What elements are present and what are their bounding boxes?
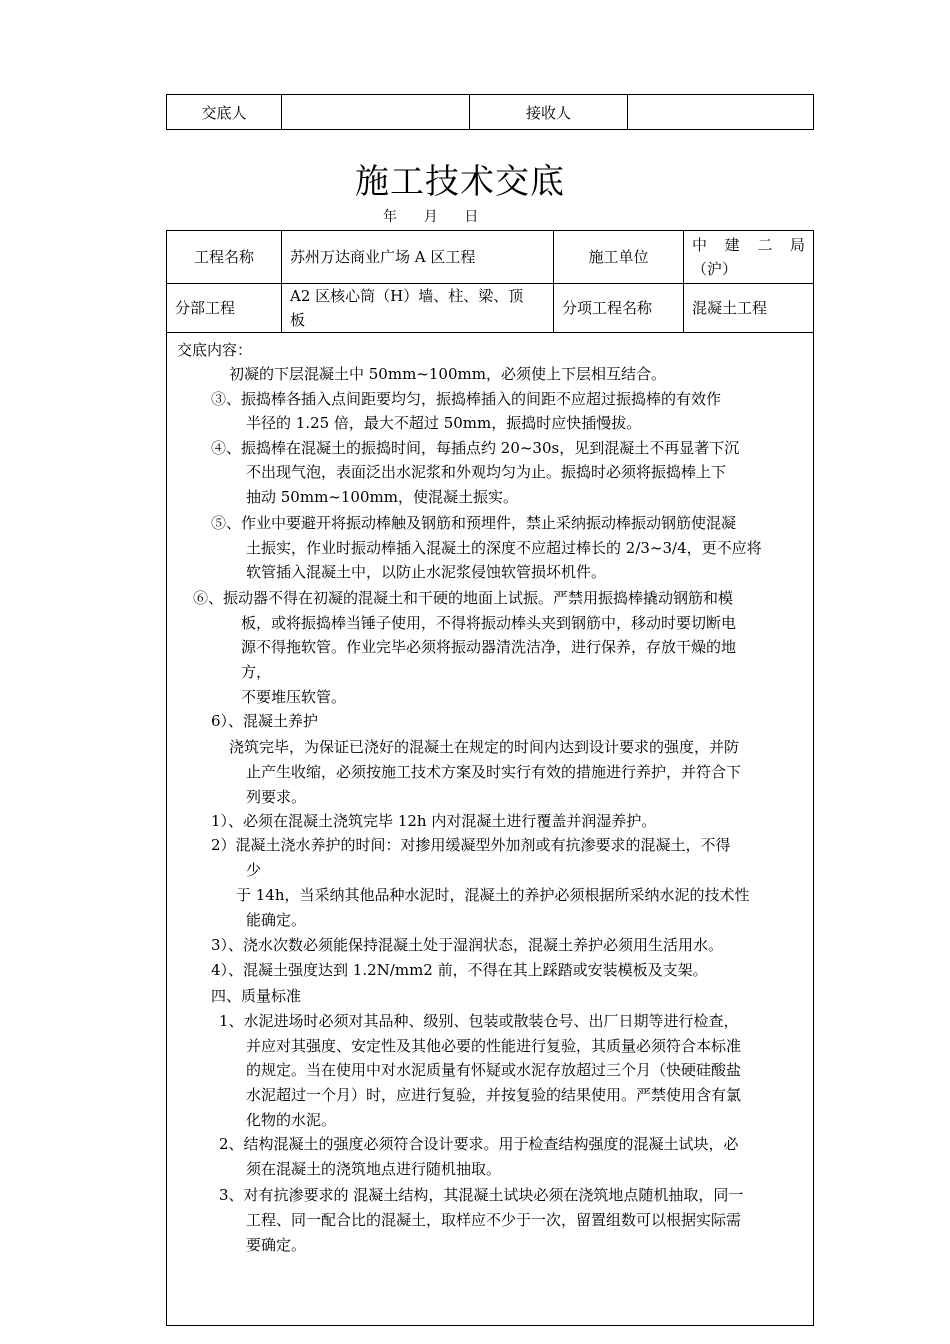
- content-line: ⑥、振动器不得在初凝的混凝土和干硬的地面上试振。严禁用振捣棒撬动钢筋和模: [193, 589, 734, 607]
- content-heading: 交底内容：: [177, 341, 253, 359]
- handover-person-label: 交底人: [167, 95, 282, 130]
- content-line: 方，: [241, 663, 272, 681]
- content-line: 源不得拖软管。作业完毕必须将振动器清洗洁净，进行保养，存放干燥的地: [241, 638, 737, 656]
- division-label: 分部工程: [167, 284, 282, 333]
- content-line: 须在混凝土的浇筑地点进行随机抽取。: [246, 1160, 502, 1178]
- content-line: 1）、必须在混凝土浇筑完毕 12h 内对混凝土进行覆盖并润湿养护。: [211, 812, 657, 830]
- content-line: 的规定。当在使用中对水泥质量有怀疑或水泥存放超过三个月（快硬硅酸盐: [246, 1061, 742, 1079]
- division-line-1: A2 区核心筒（H）墙、柱、梁、顶: [290, 287, 524, 305]
- content-line: 少: [246, 861, 262, 879]
- content-line: 工程、同一配合比的混凝土，取样应不少于一次，留置组数可以根据实际需: [246, 1211, 742, 1229]
- content-line: 初凝的下层混凝土中 50mm~100mm，必须使上下层相互结合。: [229, 365, 666, 383]
- content-line: 不出现气泡，表面泛出水泥浆和外观均匀为止。振捣时必须将振捣棒上下: [246, 463, 727, 481]
- content-line: 6）、混凝土养护: [211, 712, 319, 730]
- date-line: 年 月 日: [383, 209, 479, 225]
- signature-table: [166, 94, 814, 130]
- contractor-line-1: 中 建 二 局: [692, 236, 805, 254]
- content-line: 软管插入混凝土中，以防止水泥浆侵蚀软管损坏机件。: [246, 563, 607, 581]
- content-line: 1、水泥进场时必须对其品种、级别、包装或散装仓号、出厂日期等进行检查，: [219, 1012, 739, 1030]
- content-cell: [167, 333, 814, 1326]
- receiver-value: [628, 95, 814, 130]
- project-name-value: 苏州万达商业广场 A 区工程: [282, 231, 554, 284]
- contractor-label: 施工单位: [554, 231, 684, 284]
- content-line: 抽动 50mm~100mm，使混凝土振实。: [246, 488, 518, 506]
- content-line: 土振实，作业时振动棒插入混凝土的深度不应超过棒长的 2/3~3/4，更不应将: [246, 539, 762, 557]
- content-line: 止产生收缩，必须按施工技术方案及时实行有效的措施进行养护，并符合下: [246, 763, 742, 781]
- content-line: 2、结构混凝土的强度必须符合设计要求。用于检查结构强度的混凝土试块，必: [219, 1135, 739, 1153]
- content-line: ④、振捣棒在混凝土的振捣时间，每插点约 20~30s，见到混凝土不再显著下沉: [211, 439, 740, 457]
- project-name-label: 工程名称: [167, 231, 282, 284]
- content-line: 并应对其强度、安定性及其他必要的性能进行复验，其质量必须符合本标准: [246, 1037, 742, 1055]
- content-line: 不要堆压软管。: [241, 688, 347, 706]
- document-title: 施工技术交底: [355, 162, 565, 202]
- subitem-value: 混凝土工程: [684, 284, 814, 333]
- handover-person-value: [282, 95, 470, 130]
- content-line: 要确定。: [246, 1236, 307, 1254]
- contractor-value: [684, 231, 814, 284]
- content-line: 于 14h，当采纳其他品种水泥时，混凝土的养护必须根据所采纳水泥的技术性: [236, 886, 750, 904]
- division-value: [282, 284, 554, 333]
- content-line: 3）、浇水次数必须能保持混凝土处于湿润状态，混凝土养护必须用生活用水。: [211, 936, 724, 954]
- content-line: 半径的 1.25 倍，最大不超过 50mm，振捣时应快插慢拔。: [246, 414, 642, 432]
- content-line: 3、对有抗渗要求的 混凝土结构，其混凝土试块必须在浇筑地点随机抽取，同一: [219, 1186, 744, 1204]
- receiver-label: 接收人: [470, 95, 628, 130]
- content-line: 四、质量标准: [211, 987, 302, 1005]
- content-line: ⑤、作业中要避开将振动棒触及钢筋和预埋件，禁止采纳振动棒振动钢筋使混凝: [211, 514, 737, 532]
- content-line: 4）、混凝土强度达到 1.2N/mm2 前，不得在其上踩踏或安装模板及支架。: [211, 961, 708, 979]
- content-body: [167, 333, 814, 1325]
- content-line: 化物的水泥。: [246, 1111, 337, 1129]
- content-line: 浇筑完毕，为保证已浇好的混凝土在规定的时间内达到设计要求的强度，并防: [229, 738, 740, 756]
- division-line-2: 板: [290, 311, 306, 329]
- content-line: 板，或将振捣棒当锤子使用，不得将振动棒头夹到钢筋中，移动时要切断电: [241, 614, 737, 632]
- content-line: 2）混凝土浇水养护的时间：对掺用缓凝型外加剂或有抗渗要求的混凝土，不得: [211, 836, 731, 854]
- contractor-line-2: （沪）: [692, 260, 738, 278]
- subitem-label: 分项工程名称: [554, 284, 684, 333]
- content-line: 水泥超过一个月）时，应进行复验，并按复验的结果使用。严禁使用含有氯: [246, 1086, 742, 1104]
- content-line: 列要求。: [246, 788, 307, 806]
- info-table: [166, 230, 814, 1326]
- content-line: 能确定。: [246, 911, 307, 929]
- content-line: ③、振捣棒各插入点间距要均匀，振捣棒插入的间距不应超过振捣棒的有效作: [211, 390, 722, 408]
